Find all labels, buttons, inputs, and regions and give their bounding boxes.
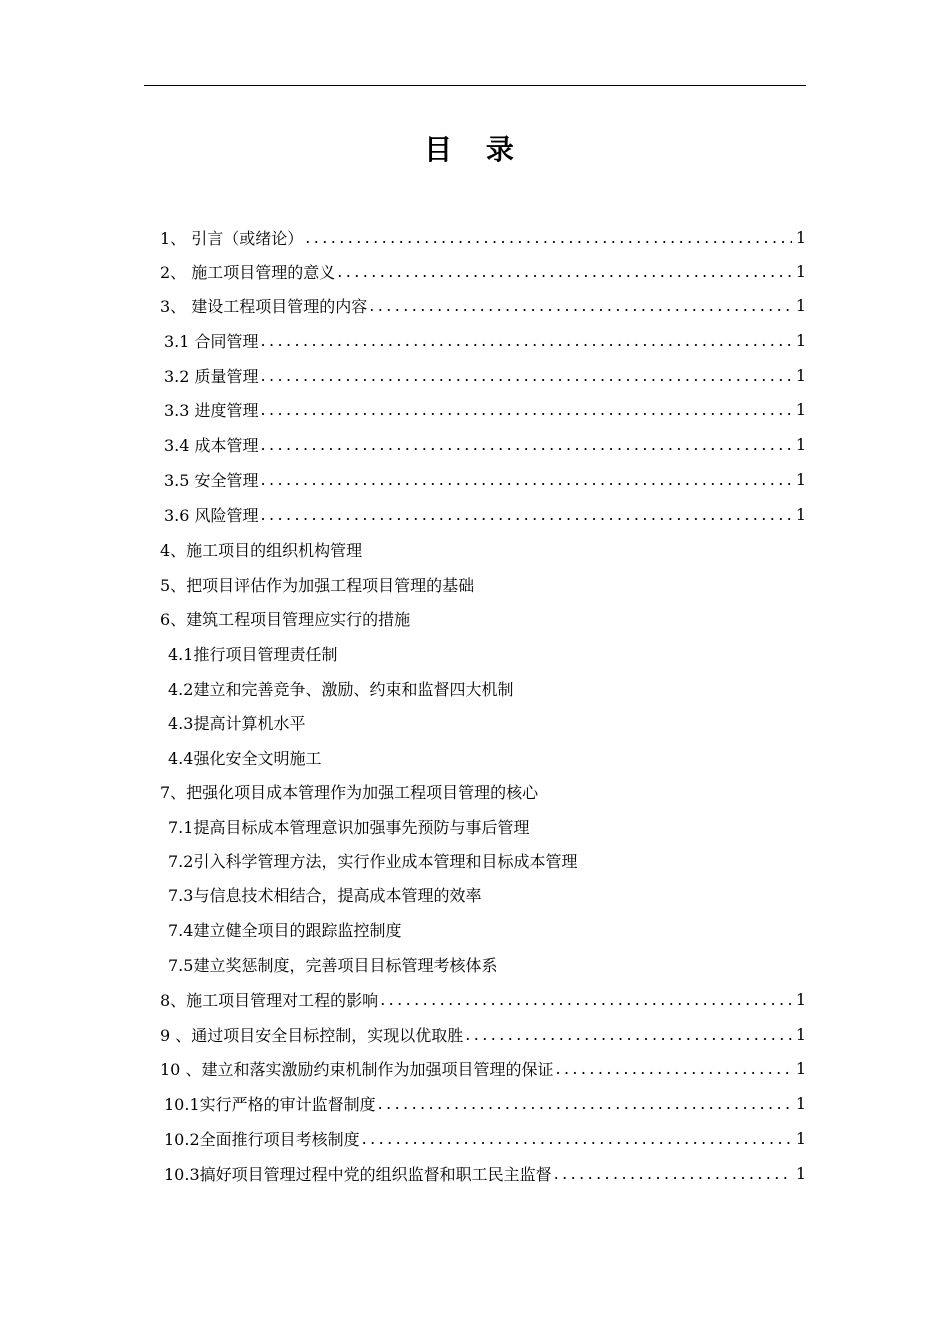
toc-entry[interactable] bbox=[168, 877, 481, 911]
toc-entry[interactable] bbox=[168, 947, 497, 981]
toc-leader-dots bbox=[261, 435, 792, 454]
toc-entry-label: 3、 建设工程项目管理的内容 bbox=[160, 296, 368, 316]
toc-leader-dots bbox=[261, 400, 792, 419]
toc-entry[interactable] bbox=[168, 809, 529, 843]
toc-entry-label: 3.6 风险管理 bbox=[164, 505, 259, 525]
toc-entry[interactable] bbox=[160, 1017, 806, 1051]
toc-entry[interactable] bbox=[160, 982, 806, 1016]
toc-entry-page: 1 bbox=[795, 227, 806, 247]
toc-entry-label: 8、施工项目管理对工程的影响 bbox=[160, 990, 379, 1010]
toc-entry-page: 1 bbox=[795, 434, 806, 454]
toc-leader-dots bbox=[261, 505, 792, 524]
toc-entry[interactable] bbox=[164, 1086, 806, 1120]
toc-entry-page: 1 bbox=[795, 295, 806, 315]
toc-entry-label: 10.2全面推行项目考核制度 bbox=[164, 1129, 360, 1149]
toc-entry-page: 1 bbox=[795, 504, 806, 524]
toc-entry-label: 9 、通过项目安全目标控制，实现以优取胜 bbox=[160, 1025, 464, 1045]
toc-entry[interactable] bbox=[160, 774, 538, 808]
toc-leader-dots bbox=[261, 470, 792, 489]
toc-entry-label: 3.5 安全管理 bbox=[164, 470, 259, 490]
toc-entry-label: 10.1实行严格的审计监督制度 bbox=[164, 1094, 376, 1114]
toc-entry[interactable] bbox=[160, 567, 474, 601]
toc-entry[interactable] bbox=[168, 636, 337, 670]
toc-entry[interactable] bbox=[160, 532, 362, 566]
toc-entry-label: 5、把项目评估作为加强工程项目管理的基础 bbox=[160, 575, 475, 595]
toc-leader-dots bbox=[554, 1164, 792, 1183]
toc-leader-dots bbox=[369, 296, 792, 315]
toc-entry-label: 10 、建立和落实激励约束机制作为加强项目管理的保证 bbox=[160, 1059, 554, 1079]
toc-entry[interactable] bbox=[160, 254, 806, 288]
toc-entry-label: 4、施工项目的组织机构管理 bbox=[160, 540, 363, 560]
toc-entry-label: 7.5建立奖惩制度，完善项目目标管理考核体系 bbox=[168, 955, 498, 975]
toc-entry-label: 6、建筑工程项目管理应实行的措施 bbox=[160, 609, 411, 629]
toc-entry[interactable] bbox=[164, 323, 806, 357]
toc-entry[interactable] bbox=[164, 427, 806, 461]
toc-entry-label: 3.1 合同管理 bbox=[164, 331, 259, 351]
toc-entry-page: 1 bbox=[795, 1163, 806, 1183]
toc-entry-label: 3.2 质量管理 bbox=[164, 366, 259, 386]
toc-leader-dots bbox=[555, 1059, 791, 1078]
toc-entry-page: 1 bbox=[795, 1128, 806, 1148]
toc-entry-label: 7.2引入科学管理方法，实行作业成本管理和目标成本管理 bbox=[168, 851, 578, 871]
toc-entry[interactable] bbox=[168, 912, 401, 946]
toc-entry-label: 3.3 进度管理 bbox=[164, 400, 259, 420]
toc-leader-dots bbox=[378, 1094, 792, 1113]
toc-entry-page: 1 bbox=[795, 330, 806, 350]
toc-entry-page: 1 bbox=[795, 261, 806, 281]
toc-entry-label: 4.4强化安全文明施工 bbox=[168, 748, 322, 768]
toc-leader-dots bbox=[261, 331, 792, 350]
toc-entry[interactable] bbox=[168, 705, 305, 739]
toc-entry-label: 7.4建立健全项目的跟踪监控制度 bbox=[168, 920, 402, 940]
toc-entry-label: 4.3提高计算机水平 bbox=[168, 713, 306, 733]
toc-entry[interactable] bbox=[160, 601, 410, 635]
toc-leader-dots bbox=[380, 990, 792, 1009]
toc-entry-label: 4.1推行项目管理责任制 bbox=[168, 644, 338, 664]
toc-title: 目 录 bbox=[424, 133, 526, 166]
toc-entry[interactable] bbox=[164, 358, 806, 392]
toc-entry-label: 1、 引言（或绪论） bbox=[160, 228, 304, 248]
toc-entry-label: 2、 施工项目管理的意义 bbox=[160, 262, 336, 282]
toc-entry-page: 1 bbox=[795, 989, 806, 1009]
toc-leader-dots bbox=[337, 262, 792, 281]
toc-entry-page: 1 bbox=[795, 469, 806, 489]
toc-entry-page: 1 bbox=[795, 365, 806, 385]
toc-entry-page: 1 bbox=[795, 1093, 806, 1113]
toc-entry-label: 4.2建立和完善竞争、激励、约束和监督四大机制 bbox=[168, 679, 514, 699]
toc-entry[interactable] bbox=[164, 462, 806, 496]
toc-entry-label: 10.3搞好项目管理过程中党的组织监督和职工民主监督 bbox=[164, 1164, 552, 1184]
toc-entry[interactable] bbox=[164, 1121, 806, 1155]
toc-entry-label: 3.4 成本管理 bbox=[164, 435, 259, 455]
toc-entry[interactable] bbox=[160, 1051, 806, 1085]
toc-leader-dots bbox=[362, 1129, 792, 1148]
toc-entry-label: 7.1提高目标成本管理意识加强事先预防与事后管理 bbox=[168, 817, 530, 837]
toc-entry[interactable] bbox=[160, 220, 806, 254]
toc-entry[interactable] bbox=[168, 843, 577, 877]
toc-leader-dots bbox=[465, 1025, 792, 1044]
toc-entry-page: 1 bbox=[795, 399, 806, 419]
toc-entry-page: 1 bbox=[795, 1058, 806, 1078]
toc-entry-label: 7、把强化项目成本管理作为加强工程项目管理的核心 bbox=[160, 782, 539, 802]
toc-entry-label: 7.3与信息技术相结合，提高成本管理的效率 bbox=[168, 885, 482, 905]
toc-leader-dots bbox=[305, 228, 792, 247]
toc-entry-page: 1 bbox=[795, 1024, 806, 1044]
toc-entry[interactable] bbox=[168, 671, 513, 705]
toc-entry[interactable] bbox=[168, 740, 321, 774]
toc-entry[interactable] bbox=[164, 497, 806, 531]
toc-entry[interactable] bbox=[164, 1156, 806, 1190]
toc-leader-dots bbox=[261, 366, 792, 385]
header-rule bbox=[144, 85, 806, 86]
toc-entry[interactable] bbox=[160, 288, 806, 322]
toc-entry[interactable] bbox=[164, 392, 806, 426]
